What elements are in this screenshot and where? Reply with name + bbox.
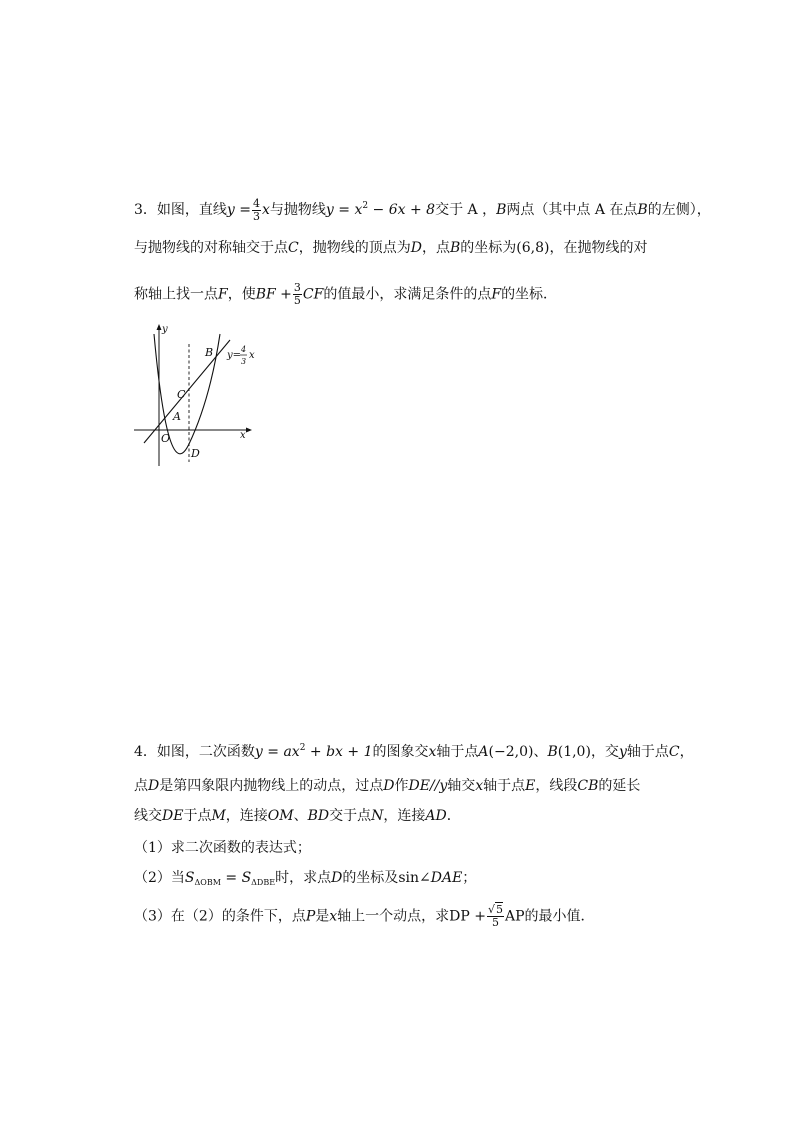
label-A: A [173, 410, 181, 423]
q4-subquestion-1: （1）求二次函数的表达式； [134, 840, 311, 856]
q4-line-1: 4．如图，二次函数$y = ax^2$ + bx + 1的图象交x轴于点A(−2,0)、B(1,0)，交y轴于点C， [134, 743, 694, 760]
label-C: C [177, 388, 186, 401]
q3-line-2: 与抛物线的对称轴交于点C，抛物线的顶点为D，点B的坐标为(6,8)，在抛物线的对 [134, 240, 648, 256]
line-label-x: x [249, 350, 255, 361]
label-D: D [191, 447, 200, 460]
q3-figure [128, 318, 258, 470]
q3-line-1: 3．如图，直线y = $\frac{4}{3}$ x与抛物线$y = x^2 - 6x + 8$交于 A ，B两点（其中点 A 在点B的左侧）， [134, 196, 711, 223]
line-label-y: y= [227, 350, 242, 361]
line-label-num: 4 [241, 345, 247, 354]
label-B: B [205, 346, 214, 359]
q3-text: 3．如图，直线 [134, 202, 227, 218]
label-y: y [162, 324, 168, 335]
q4-line-3: 线交DE于点M，连接OM、BD交于点N，连接AD． [134, 808, 461, 824]
q4-line-2: 点D是第四象限内抛物线上的动点，过点D作DE//y轴交x轴于点E，线段CB的延长 [134, 778, 641, 794]
q4-fraction-sqrt5: $\frac{√5}{5}$ [487, 903, 503, 929]
q4-subquestion-3: （3）在（2）的条件下，点P是x轴上一个动点，求DP + $\frac{√5}{5}$ AP的最小值． [134, 903, 595, 929]
q3-fraction: $\frac{4}{3}$ [253, 196, 261, 223]
line-y-4-3x [144, 340, 230, 443]
y-axis-arrow [157, 324, 162, 330]
label-O: O [161, 432, 171, 445]
label-x: x [240, 430, 246, 441]
line-label-den: 3 [241, 357, 247, 366]
q4-subquestion-2: （2）当$S_{\Delta OBM} = S_{\Delta DBE}$时，求点D的坐标及sin∠DAE； [134, 870, 477, 887]
q3-fraction-2: $\frac{3}{5}$ [293, 281, 301, 307]
parabola-diagram [128, 318, 258, 470]
q3-math: y = [226, 202, 252, 218]
q3-line-3: 称轴上找一点F，使BF + $\frac{3}{5}$ CF的值最小，求满足条件的点F的坐标． [134, 281, 558, 307]
x-axis-arrow [246, 428, 252, 433]
